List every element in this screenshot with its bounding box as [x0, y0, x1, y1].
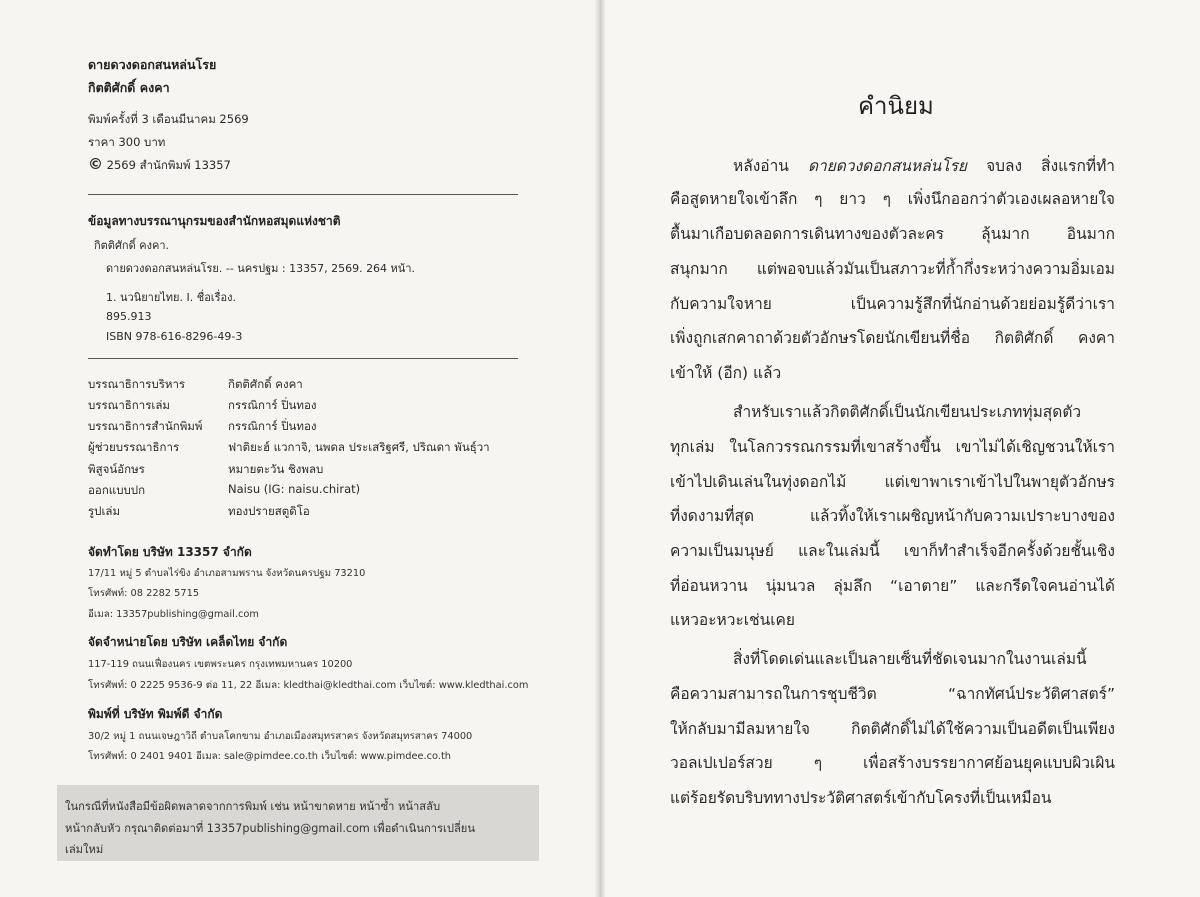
- credit-role: ออกแบบปก: [88, 483, 146, 497]
- copyright-line: [88, 155, 231, 175]
- producer-address: 17/11 หมู่ 5 ตำบลไร่ขิง อำเภอสามพราน จังหวัดนครปฐม 73210: [88, 568, 366, 579]
- producer-phone: โทรศัพท์: 08 2282 5715: [88, 588, 200, 599]
- text-line: แหวอะหวะเช่นเคย: [670, 611, 795, 629]
- text-line: วอลเปเปอร์สวย ๆ เพื่อสร้างบรรยากาศย้อนยุคแบบผิวเผิน: [670, 754, 1115, 772]
- credit-role: ผู้ช่วยบรรณาธิการ: [88, 440, 180, 454]
- credit-role: รูปเล่ม: [88, 504, 121, 518]
- text-line: เพิ่งถูกเสกคาถาด้วยตัวอักษรโดยนักเขียนที่ชื่อ กิตติศักดิ์ คงคา: [670, 329, 1115, 347]
- text-line: เข้าให้ (อีก) แล้ว: [670, 364, 782, 382]
- producer-email: อีเมล: 13357publishing@gmail.com: [88, 609, 259, 620]
- edition-info: พิมพ์ครั้งที่ 3 เดือนมีนาคม 2569: [88, 112, 249, 126]
- copyright-icon: ©: [88, 155, 103, 173]
- producer-heading: จัดทำโดย บริษัท 13357 จำกัด: [88, 545, 252, 559]
- cip-subjects: 1. นวนิยายไทย. I. ชื่อเรื่อง.: [106, 291, 236, 304]
- credit-name: กิตติศักดิ์ คงคา: [228, 377, 303, 391]
- text-span: หลังอ่าน: [733, 157, 808, 175]
- credit-role: บรรณาธิการสำนักพิมพ์: [88, 419, 203, 433]
- printer-heading: พิมพ์ที่ บริษัท พิมพ์ดี จำกัด: [88, 707, 223, 721]
- cip-isbn: ISBN 978-616-8296-49-3: [106, 330, 243, 343]
- text-line: แต่ร้อยรัดบริบททางประวัติศาสตร์เข้ากับโครงที่เป็นเหมือน: [670, 789, 1052, 807]
- distributor-heading: จัดจำหน่ายโดย บริษัท เคล็ดไทย จำกัด: [88, 635, 288, 649]
- text-line: ที่งดงามที่สุด แล้วทิ้งให้เราเผชิญหน้ากับความเปราะบางของ: [670, 507, 1115, 525]
- text-line: ความเป็นมนุษย์ และในเล่มนี้ เขาก็ทำสำเร็จอีกครั้งด้วยชั้นเชิง: [670, 542, 1115, 560]
- text-line: [733, 153, 1115, 178]
- distributor-contact: โทรศัพท์: 0 2225 9536-9 ต่อ 11, 22 อีเมล: kledthai@kledthai.com เว็บไซต์: www.kledthai.com: [88, 680, 529, 691]
- author-name: กิตติศักดิ์ คงคา: [88, 80, 170, 95]
- credit-role: พิสูจน์อักษร: [88, 462, 145, 476]
- credit-name: กรรณิการ์ ปิ่นทอง: [228, 398, 317, 412]
- errata-line: หน้ากลับหัว กรุณาติดต่อมาที่ 13357publishing@gmail.com เพื่อดำเนินการเปลี่ยน: [65, 822, 476, 835]
- distributor-address: 117-119 ถนนเฟื่องนคร เขตพระนคร กรุงเทพมหานคร 10200: [88, 659, 353, 670]
- text-line: คือสูดหายใจเข้าลึก ๆ ยาว ๆ เพิ่งนึกออกว่าตัวเองเผลอหายใจ: [670, 190, 1115, 208]
- text-line: คือความสามารถในการชุบชีวิต “ฉากทัศน์ประวัติศาสตร์”: [670, 685, 1115, 703]
- printer-contact: โทรศัพท์: 0 2401 9401 อีเมล: sale@pimdee.co.th เว็บไซต์: www.pimdee.co.th: [88, 751, 452, 762]
- text-line: เข้าไปเดินเล่นในทุ่งดอกไม้ แต่เขาพาเราเข้าไปในพายุตัวอักษร: [670, 473, 1115, 491]
- text-line: สนุกมาก แต่พอจบแล้วมันเป็นสภาวะที่ก้ำกึ่งระหว่างความอิ่มเอม: [670, 260, 1115, 278]
- errata-notice: [57, 785, 539, 861]
- credit-name: ทองปรายสตูดิโอ: [228, 504, 310, 518]
- price-info: ราคา 300 บาท: [88, 135, 166, 149]
- cip-class-number: 895.913: [106, 310, 152, 323]
- text-line: สำหรับเราแล้วกิตติศักดิ์เป็นนักเขียนประเภททุ่มสุดตัว: [733, 403, 1082, 421]
- book-title-italic: ดายดวงดอกสนหล่นโรย: [807, 157, 968, 175]
- credit-name: กรรณิการ์ ปิ่นทอง: [228, 419, 317, 433]
- text-line: ตื้นมาเกือบตลอดการเดินทางของตัวละคร ลุ้นมาก อินมาก: [670, 225, 1115, 243]
- book-title: ดายดวงดอกสนหล่นโรย: [88, 57, 217, 72]
- cip-title: ข้อมูลทางบรรณานุกรมของสำนักหอสมุดแห่งชาติ: [88, 214, 341, 228]
- book-gutter: [594, 0, 606, 897]
- credit-name: ฟาติยะฮ์ แวกาจิ, นพดล ประเสริฐศรี, ปริณดา พันธุ์วา: [228, 440, 490, 454]
- page-title: คำนิยม: [858, 92, 934, 120]
- divider-middle: [88, 358, 518, 359]
- text-line: กับความใจหาย เป็นความรู้สึกที่นักอ่านด้วยย่อมรู้ดีว่าเรา: [670, 295, 1115, 313]
- credit-role: บรรณาธิการเล่ม: [88, 398, 170, 412]
- cip-author: กิตติศักดิ์ คงคา.: [94, 239, 169, 252]
- text-span: จบลง สิ่งแรกที่ทำ: [967, 157, 1115, 175]
- text-line: สิ่งที่โดดเด่นและเป็นลายเซ็นที่ชัดเจนมากในงานเล่มนี้: [733, 650, 1087, 668]
- printer-address: 30/2 หมู่ 1 ถนนเจษฎาวิถี ตำบลโคกขาม อำเภอเมืองสมุทรสาคร จังหวัดสมุทรสาคร 74000: [88, 731, 473, 742]
- text-line: ให้กลับมามีลมหายใจ กิตติศักดิ์ไม่ได้ใช้ความเป็นอดีตเป็นเพียง: [670, 720, 1115, 738]
- credit-name: Naisu (IG: naisu.chirat): [228, 482, 361, 496]
- text-line: ทุกเล่ม ในโลกวรรณกรรมที่เขาสร้างขึ้น เขาไม่ได้เชิญชวนให้เรา: [670, 438, 1115, 456]
- divider-top: [88, 194, 518, 195]
- errata-line: ในกรณีที่หนังสือมีข้อผิดพลาดจากการพิมพ์ เช่น หน้าขาดหาย หน้าซ้ำ หน้าสลับ: [65, 800, 441, 813]
- copyright-text: 2569 สำนักพิมพ์ 13357: [106, 158, 231, 172]
- cip-book-entry: ดายดวงดอกสนหล่นโรย. -- นครปฐม : 13357, 2569. 264 หน้า.: [106, 262, 415, 275]
- text-line: ที่อ่อนหวาน นุ่มนวล ลุ่มลึก “เอาตาย” และกรีดใจคนอ่านได้: [670, 577, 1115, 595]
- credit-role: บรรณาธิการบริหาร: [88, 377, 186, 391]
- credit-name: หมายตะวัน ชิงพลบ: [228, 462, 324, 476]
- errata-line: เล่มใหม่: [65, 843, 104, 856]
